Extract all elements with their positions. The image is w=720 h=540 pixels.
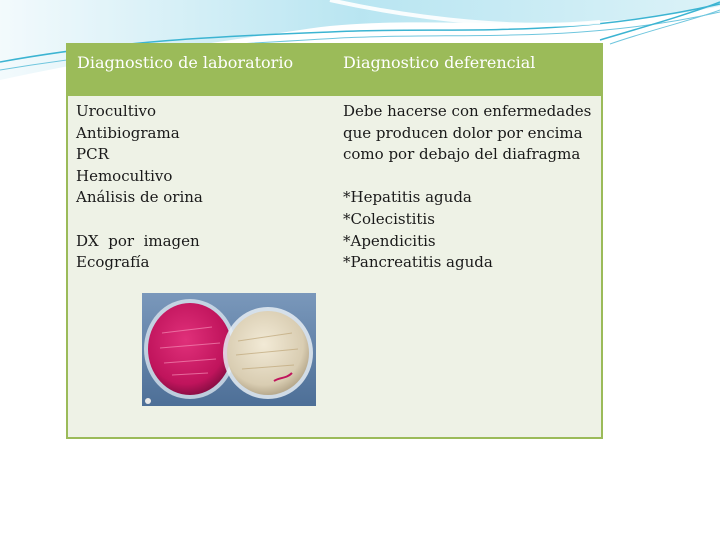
differential-diagnosis-cell [343, 101, 601, 274]
lab-test-line: Hemocultivo [76, 166, 173, 185]
diff-disease-item: *Colecistitis [343, 209, 435, 228]
diff-disease-item: *Pancreatitis aguda [343, 253, 493, 272]
header-laboratory-diagnosis: Diagnostico de laboratorio [77, 53, 294, 72]
diff-disease-item: *Apendicitis [343, 231, 436, 250]
imaging-heading: DX por imagen [76, 231, 200, 250]
lab-test-line: Urocultivo [76, 102, 157, 120]
petri-dish-photo [142, 293, 316, 406]
lab-test-line: PCR [76, 145, 109, 164]
diff-text-line: que producen dolor por encima [343, 123, 583, 142]
imaging-test-line: Ecografía [76, 253, 150, 272]
diff-disease-item: *Hepatitis aguda [343, 188, 472, 207]
header-differential-diagnosis: Diagnostico deferencial [343, 53, 536, 72]
diff-text-line: como por debajo del diafragma [343, 145, 581, 164]
spacer [343, 166, 601, 188]
diagnosis-table [66, 43, 603, 439]
spacer [76, 209, 326, 231]
laboratory-tests-cell [76, 101, 326, 274]
table-header-row [68, 45, 601, 96]
lab-test-line: Antibiograma [76, 123, 180, 142]
lab-test-line: Análisis de orina [76, 188, 203, 207]
diff-text-line: Debe hacerse con enfermedades [343, 102, 592, 120]
